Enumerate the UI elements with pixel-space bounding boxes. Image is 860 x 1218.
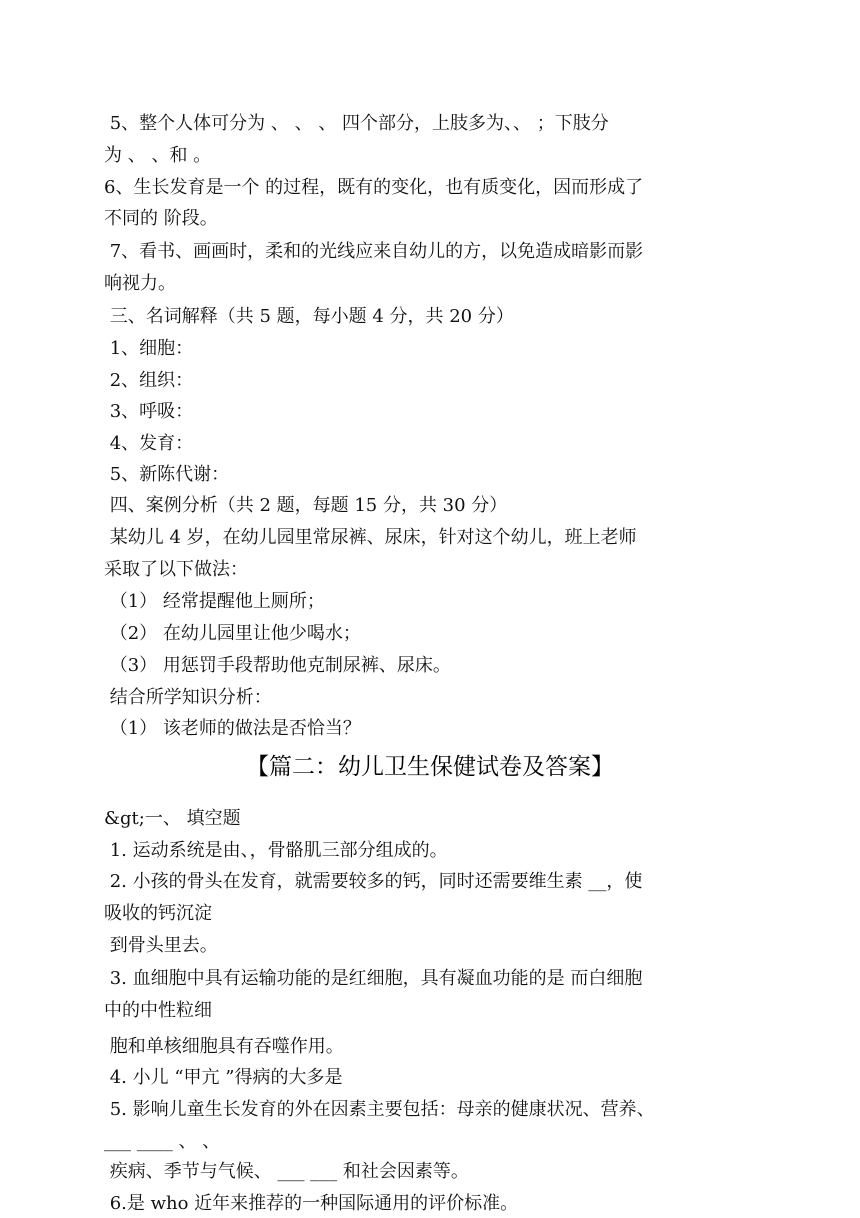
- text-line: 5、整个人体可分为 、 、 、 四个部分，上肢多为、、 ；下肢分: [104, 113, 609, 134]
- text-line: 不同的 阶段。: [104, 208, 218, 229]
- question-item: 3、呼吸：: [104, 401, 194, 422]
- section-title: 三、名词解释（共 5 题，每小题 4 分，共 20 分）: [104, 306, 514, 327]
- text-line: 吸收的钙沉淀: [104, 903, 212, 924]
- text-line: 胞和单核细胞具有吞噬作用。: [104, 1036, 344, 1057]
- text-line: 到骨头里去。: [104, 935, 218, 956]
- list-item: （1） 该老师的做法是否恰当？: [104, 718, 361, 739]
- text-line: ___ ____ 、 、: [104, 1131, 221, 1152]
- question-item: 6.是 who 近年来推荐的一种国际通用的评价标准。: [104, 1193, 519, 1214]
- text-line: 7、看书、画画时，柔和的光线应来自幼儿的方，以免造成暗影而影: [104, 241, 644, 262]
- text-line: 结合所学知识分析：: [104, 687, 272, 708]
- section-heading: 【篇二：幼儿卫生保健试卷及答案】: [246, 754, 614, 780]
- section-title: &gt;一、 填空题: [104, 808, 241, 829]
- question-item: 4. 小儿 “甲亢 ”得病的大多是: [104, 1067, 343, 1088]
- list-item: （1） 经常提醒他上厕所；: [104, 591, 325, 612]
- question-item: 2、组织：: [104, 370, 194, 391]
- text-line: 疾病、季节与气候、 ___ ___ 和社会因素等。: [104, 1161, 469, 1182]
- text-line: 6、生长发育是一个 的过程，既有的变化，也有质变化，因而形成了: [104, 177, 644, 198]
- text-line: 采取了以下做法：: [104, 559, 248, 580]
- list-item: （2） 在幼儿园里让他少喝水；: [104, 623, 361, 644]
- text-line: 中的中性粒细: [104, 1000, 212, 1021]
- question-item: 1、细胞：: [104, 338, 194, 359]
- text-line: 某幼儿 4 岁，在幼儿园里常尿裤、尿床，针对这个幼儿，班上老师: [104, 527, 637, 548]
- question-item: 5. 影响儿童生长发育的外在因素主要包括：母亲的健康状况、营养、: [104, 1099, 655, 1120]
- question-item: 2. 小孩的骨头在发育，就需要较多的钙，同时还需要维生素 __，使: [104, 871, 643, 892]
- question-item: 3. 血细胞中具有运输功能的是红细胞，具有凝血功能的是 而白细胞: [104, 968, 643, 989]
- text-line: 响视力。: [104, 273, 176, 294]
- question-item: 1. 运动系统是由、，骨骼肌三部分组成的。: [104, 840, 448, 861]
- list-item: （3） 用惩罚手段帮助他克制尿裤、尿床。: [104, 655, 451, 676]
- section-title: 四、案例分析（共 2 题，每题 15 分，共 30 分）: [104, 495, 508, 516]
- question-item: 4、发育：: [104, 433, 194, 454]
- question-item: 5、新陈代谢：: [104, 464, 230, 485]
- text-line: 为 、 、和 。: [104, 145, 212, 166]
